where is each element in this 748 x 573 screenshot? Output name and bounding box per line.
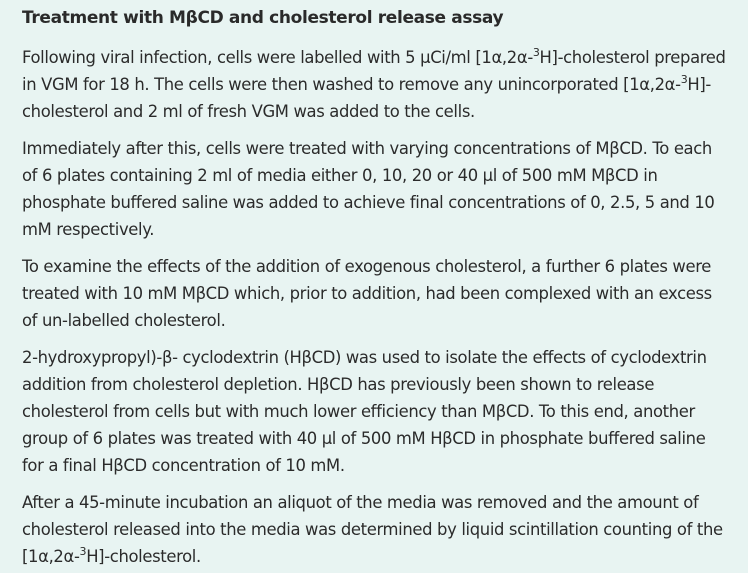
isotope-superscript: 3	[79, 544, 87, 558]
isotope-superscript: 3	[680, 72, 688, 86]
paragraph-release-assay	[22, 489, 726, 570]
paragraph-hbcd-control: 2-hydroxypropyl)-β- cyclodextrin (HβCD) was used to isolate the effects of cyclodextrin addition from cholesterol depletion. HβCD has previously been shown to release cholesterol from cells but with much lower efficiency than MβCD. To this end, another group of 6 plates was treated with 40 µl of 500 mM HβCD in phosphate buffered saline for a final HβCD concentration of 10 mM.	[22, 348, 707, 475]
isotope-superscript: 3	[532, 45, 540, 59]
paragraph-mbcd-treatment: Immediately after this, cells were treated with varying concentrations of MβCD. To each of 6 plates containing 2 ml of media either 0, 10, 20 or 40 µl of 500 mM MβCD in phosphate buffered saline was added to achieve final concentrations of 0, 2.5, 5 and 10 mM respectively.	[22, 139, 715, 239]
section-heading: Treatment with MβCD and cholesterol release assay	[22, 8, 504, 28]
paragraph-labelling-text-1: Following viral infection, cells were labelled with 5 µCi/ml [1α,2α-	[22, 48, 533, 67]
paragraph-labelling	[22, 44, 726, 125]
paragraph-labelling-text-2: H]-cholesterol prepared in VGM for 18 h. The cells were then washed to remove any unincorporated [1α,2α-	[22, 48, 726, 94]
paragraph-release-assay-text-1: After a 45-minute incubation an aliquot of the media was removed and the amount of cholesterol released into the media was determined by liquid scintillation counting of the [1α,2α-	[22, 493, 723, 566]
paragraph-release-assay-text-2: H]-cholesterol.	[86, 547, 201, 566]
paragraph-exogenous-cholesterol: To examine the effects of the addition of exogenous cholesterol, a further 6 plates were treated with 10 mM MβCD which, prior to addition, had been complexed with an excess of un-labelled cholesterol.	[22, 257, 712, 330]
paragraph-labelling-text-3: H]-cholesterol and 2 ml of fresh VGM was added to the cells.	[22, 75, 711, 121]
